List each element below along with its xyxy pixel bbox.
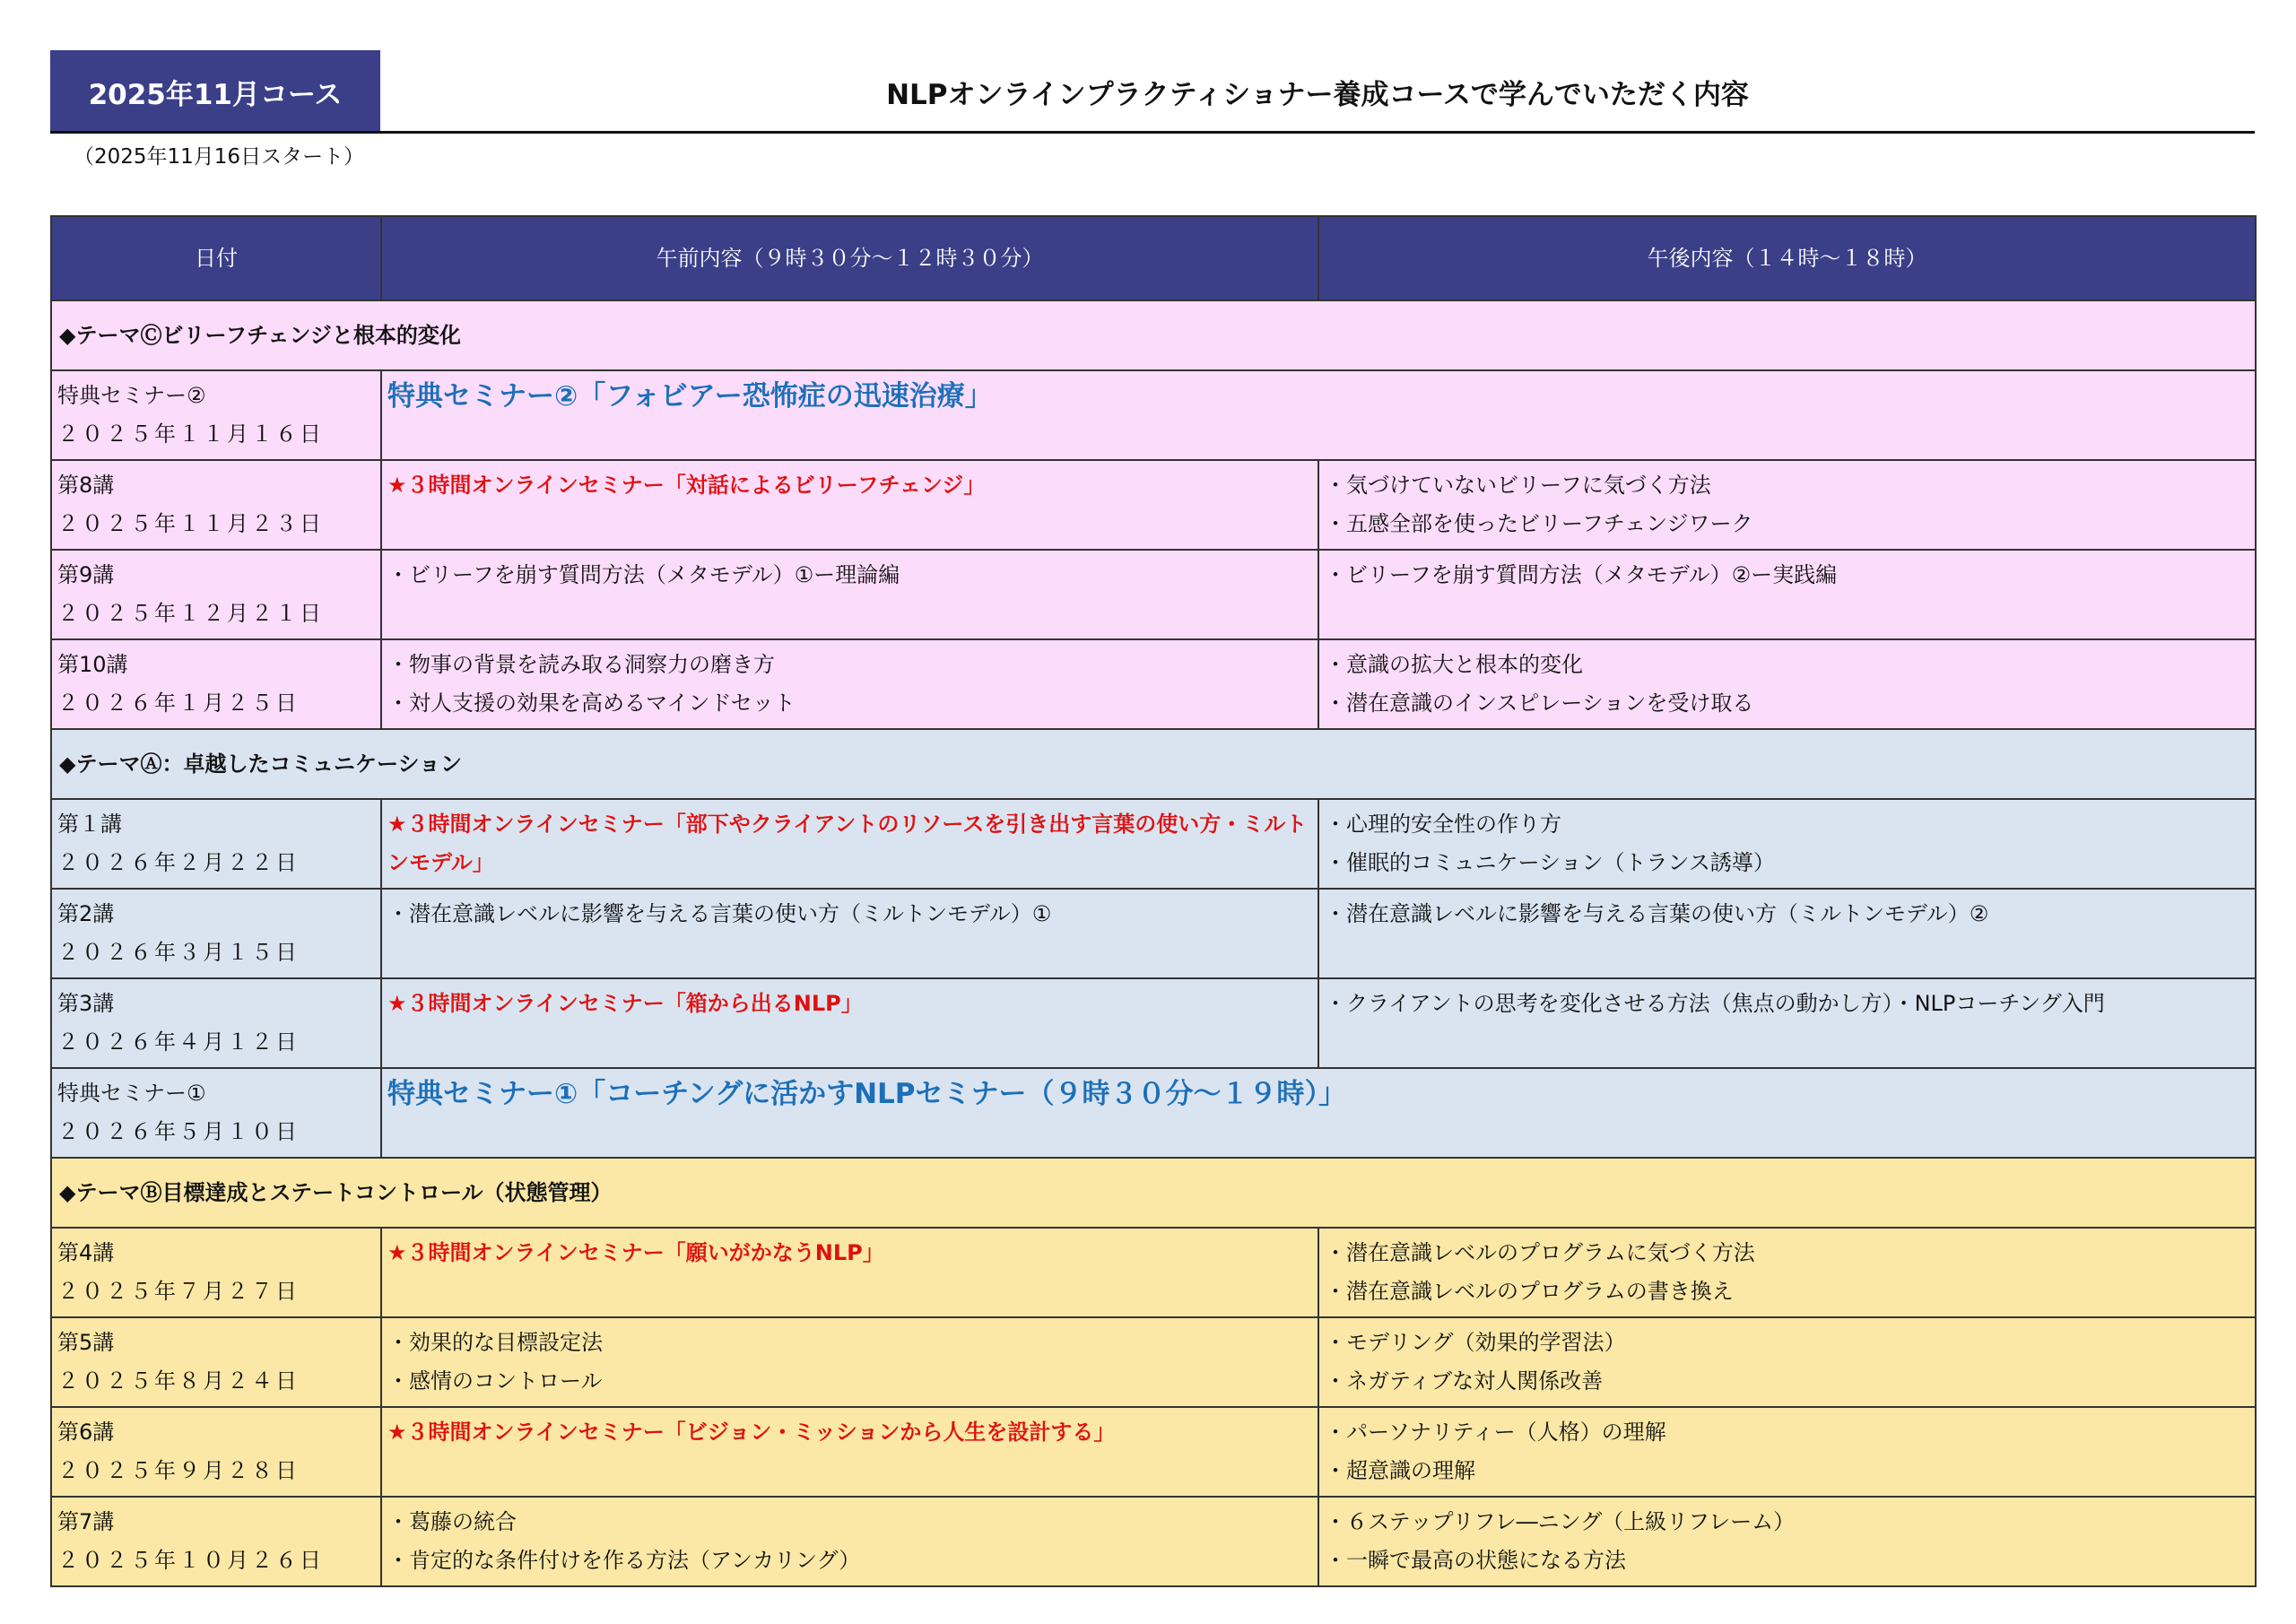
date-cell <box>51 460 381 550</box>
lecture-label: 第2講 <box>57 901 115 926</box>
lecture-label: 第9講 <box>57 562 115 587</box>
morning-cell <box>381 978 1318 1068</box>
lecture-date: ２０２６年４月１２日 <box>57 1029 300 1055</box>
date-cell <box>51 889 381 978</box>
afternoon-cell <box>1318 639 2256 729</box>
schedule-table <box>50 215 2257 1587</box>
lecture-date: ２０２５年１０月２６日 <box>57 1548 324 1573</box>
date-cell <box>51 370 381 460</box>
afternoon-item: ・ビリーフを崩す質問方法（メタモデル）②ー実践編 <box>1325 562 1838 587</box>
afternoon-item: ・気づけていないビリーフに気づく方法 <box>1325 473 1711 498</box>
morning-cell <box>381 639 1318 729</box>
lecture-date: ２０２５年８月２４日 <box>57 1368 300 1394</box>
lecture-date: ２０２５年１１月１６日 <box>57 421 324 447</box>
lecture-label: 第8講 <box>57 473 115 498</box>
theme-title: ◆テーマⒸビリーフチェンジと根本的変化 <box>51 300 2256 370</box>
table-row <box>51 550 2256 639</box>
afternoon-cell <box>1318 1407 2256 1497</box>
special-seminar-title: 特典セミナー②「フォビアー恐怖症の迅速治療」 <box>387 380 993 413</box>
afternoon-cell <box>1318 460 2256 550</box>
special-seminar-cell <box>381 370 2256 460</box>
date-cell <box>51 978 381 1068</box>
theme-row <box>51 729 2256 799</box>
morning-item: ★３時間オンラインセミナー「願いがかなうNLP」 <box>387 1240 884 1265</box>
lecture-label: 第１講 <box>57 812 122 837</box>
afternoon-item: ・一瞬で最高の状態になる方法 <box>1325 1548 1626 1573</box>
morning-cell <box>381 1497 1318 1586</box>
start-date-note: （2025年11月16日スタート） <box>74 145 365 169</box>
date-cell <box>51 1317 381 1407</box>
lecture-label: 第6講 <box>57 1420 115 1445</box>
morning-item: ★３時間オンラインセミナー「部下やクライアントのリソースを引き出す言葉の使い方・ミルトンモデル」 <box>387 812 1308 875</box>
afternoon-cell <box>1318 889 2256 978</box>
morning-item: ・感情のコントロール <box>387 1368 603 1394</box>
date-cell <box>51 1497 381 1586</box>
afternoon-item: ・意識の拡大と根本的変化 <box>1325 652 1583 677</box>
morning-cell <box>381 1407 1318 1497</box>
afternoon-item: ・超意識の理解 <box>1325 1458 1475 1483</box>
morning-item: ・対人支援の効果を高めるマインドセット <box>387 690 796 716</box>
table-row <box>51 889 2256 978</box>
morning-cell <box>381 1228 1318 1317</box>
date-cell <box>51 1407 381 1497</box>
lecture-date: ２０２６年３月１５日 <box>57 940 300 965</box>
afternoon-cell <box>1318 1497 2256 1586</box>
lecture-label: 特典セミナー② <box>57 383 206 408</box>
lecture-label: 第7講 <box>57 1509 115 1534</box>
afternoon-item: ・潜在意識レベルのプログラムの書き換え <box>1325 1279 1734 1304</box>
special-seminar-title: 特典セミナー①「コーチングに活かすNLPセミナー（９時３０分～１９時）」 <box>387 1078 1346 1110</box>
lecture-date: ２０２６年２月２２日 <box>57 850 300 875</box>
afternoon-item: ・催眠的コミュニケーション（トランス誘導） <box>1325 850 1775 875</box>
date-cell <box>51 639 381 729</box>
header-morning: 午前内容（９時３０分～１２時３０分） <box>381 216 1318 300</box>
lecture-date: ２０２６年５月１０日 <box>57 1119 300 1144</box>
header-date: 日付 <box>51 216 381 300</box>
table-row <box>51 1317 2256 1407</box>
afternoon-item: ・潜在意識レベルのプログラムに気づく方法 <box>1325 1240 1755 1265</box>
theme-title: ◆テーマⒷ目標達成とステートコントロール（状態管理） <box>51 1158 2256 1228</box>
lecture-date: ２０２５年７月２７日 <box>57 1279 300 1304</box>
afternoon-item: ・潜在意識のインスピレーションを受け取る <box>1325 690 1754 716</box>
table-row <box>51 370 2256 460</box>
morning-item: ・効果的な目標設定法 <box>387 1330 603 1355</box>
morning-cell <box>381 550 1318 639</box>
afternoon-cell <box>1318 550 2256 639</box>
date-cell <box>51 1228 381 1317</box>
afternoon-cell <box>1318 799 2256 889</box>
special-seminar-cell <box>381 1068 2256 1158</box>
afternoon-item: ・モデリング（効果的学習法） <box>1325 1330 1626 1355</box>
morning-item: ・肯定的な条件付けを作る方法（アンカリング） <box>387 1548 861 1573</box>
lecture-date: ２０２６年１月２５日 <box>57 690 300 716</box>
table-row <box>51 1497 2256 1586</box>
lecture-date: ２０２５年１２月２１日 <box>57 601 324 626</box>
morning-item: ・物事の背景を読み取る洞察力の磨き方 <box>387 652 775 677</box>
afternoon-item: ・ネガティブな対人関係改善 <box>1325 1368 1604 1394</box>
header-afternoon: 午後内容（１４時～１８時） <box>1318 216 2256 300</box>
afternoon-item: ・パーソナリティー（人格）の理解 <box>1325 1420 1666 1445</box>
afternoon-item: ・心理的安全性の作り方 <box>1325 812 1561 837</box>
afternoon-cell <box>1318 978 2256 1068</box>
table-row <box>51 460 2256 550</box>
lecture-label: 第10講 <box>57 652 128 677</box>
morning-item: ・潜在意識レベルに影響を与える言葉の使い方（ミルトンモデル）① <box>387 901 1052 926</box>
theme-title: ◆テーマⒶ：卓越したコミュニケーション <box>51 729 2256 799</box>
lecture-label: 特典セミナー① <box>57 1081 206 1106</box>
afternoon-cell <box>1318 1228 2256 1317</box>
date-cell <box>51 799 381 889</box>
morning-cell <box>381 799 1318 889</box>
date-cell <box>51 1068 381 1158</box>
table-row <box>51 1407 2256 1497</box>
morning-cell <box>381 1317 1318 1407</box>
morning-item: ★３時間オンラインセミナー「ビジョン・ミッションから人生を設計する」 <box>387 1420 1116 1445</box>
schedule-body <box>51 300 2256 1586</box>
table-row <box>51 1068 2256 1158</box>
page-title: NLPオンラインプラクティショナー養成コースで学んでいただく内容 <box>886 78 1749 111</box>
theme-row <box>51 300 2256 370</box>
course-badge: 2025年11月コース <box>50 50 380 133</box>
morning-cell <box>381 889 1318 978</box>
lecture-label: 第3講 <box>57 991 115 1016</box>
date-cell <box>51 550 381 639</box>
afternoon-item: ・クライアントの思考を変化させる方法（焦点の動かし方）・NLPコーチング入門 <box>1325 991 2105 1016</box>
afternoon-cell <box>1318 1317 2256 1407</box>
table-header-row <box>51 216 2256 300</box>
theme-row <box>51 1158 2256 1228</box>
afternoon-item: ・潜在意識レベルに影響を与える言葉の使い方（ミルトンモデル）② <box>1325 901 1989 926</box>
afternoon-item: ・五感全部を使ったビリーフチェンジワーク <box>1325 511 1753 536</box>
lecture-date: ２０２５年９月２８日 <box>57 1458 300 1483</box>
morning-item: ★３時間オンラインセミナー「箱から出るNLP」 <box>387 991 863 1016</box>
lecture-label: 第4講 <box>57 1240 115 1265</box>
lecture-date: ２０２５年１１月２３日 <box>57 511 324 536</box>
table-row <box>51 978 2256 1068</box>
morning-item: ・葛藤の統合 <box>387 1509 517 1534</box>
lecture-label: 第5講 <box>57 1330 115 1355</box>
morning-item: ・ビリーフを崩す質問方法（メタモデル）①ー理論編 <box>387 562 900 587</box>
afternoon-item: ・６ステップリフレ―ニング（上級リフレーム） <box>1325 1509 1796 1534</box>
table-row <box>51 639 2256 729</box>
table-row <box>51 1228 2256 1317</box>
table-row <box>51 799 2256 889</box>
morning-cell <box>381 460 1318 550</box>
morning-item: ★３時間オンラインセミナー「対話によるビリーフチェンジ」 <box>387 473 986 498</box>
title-rule <box>50 131 2255 134</box>
